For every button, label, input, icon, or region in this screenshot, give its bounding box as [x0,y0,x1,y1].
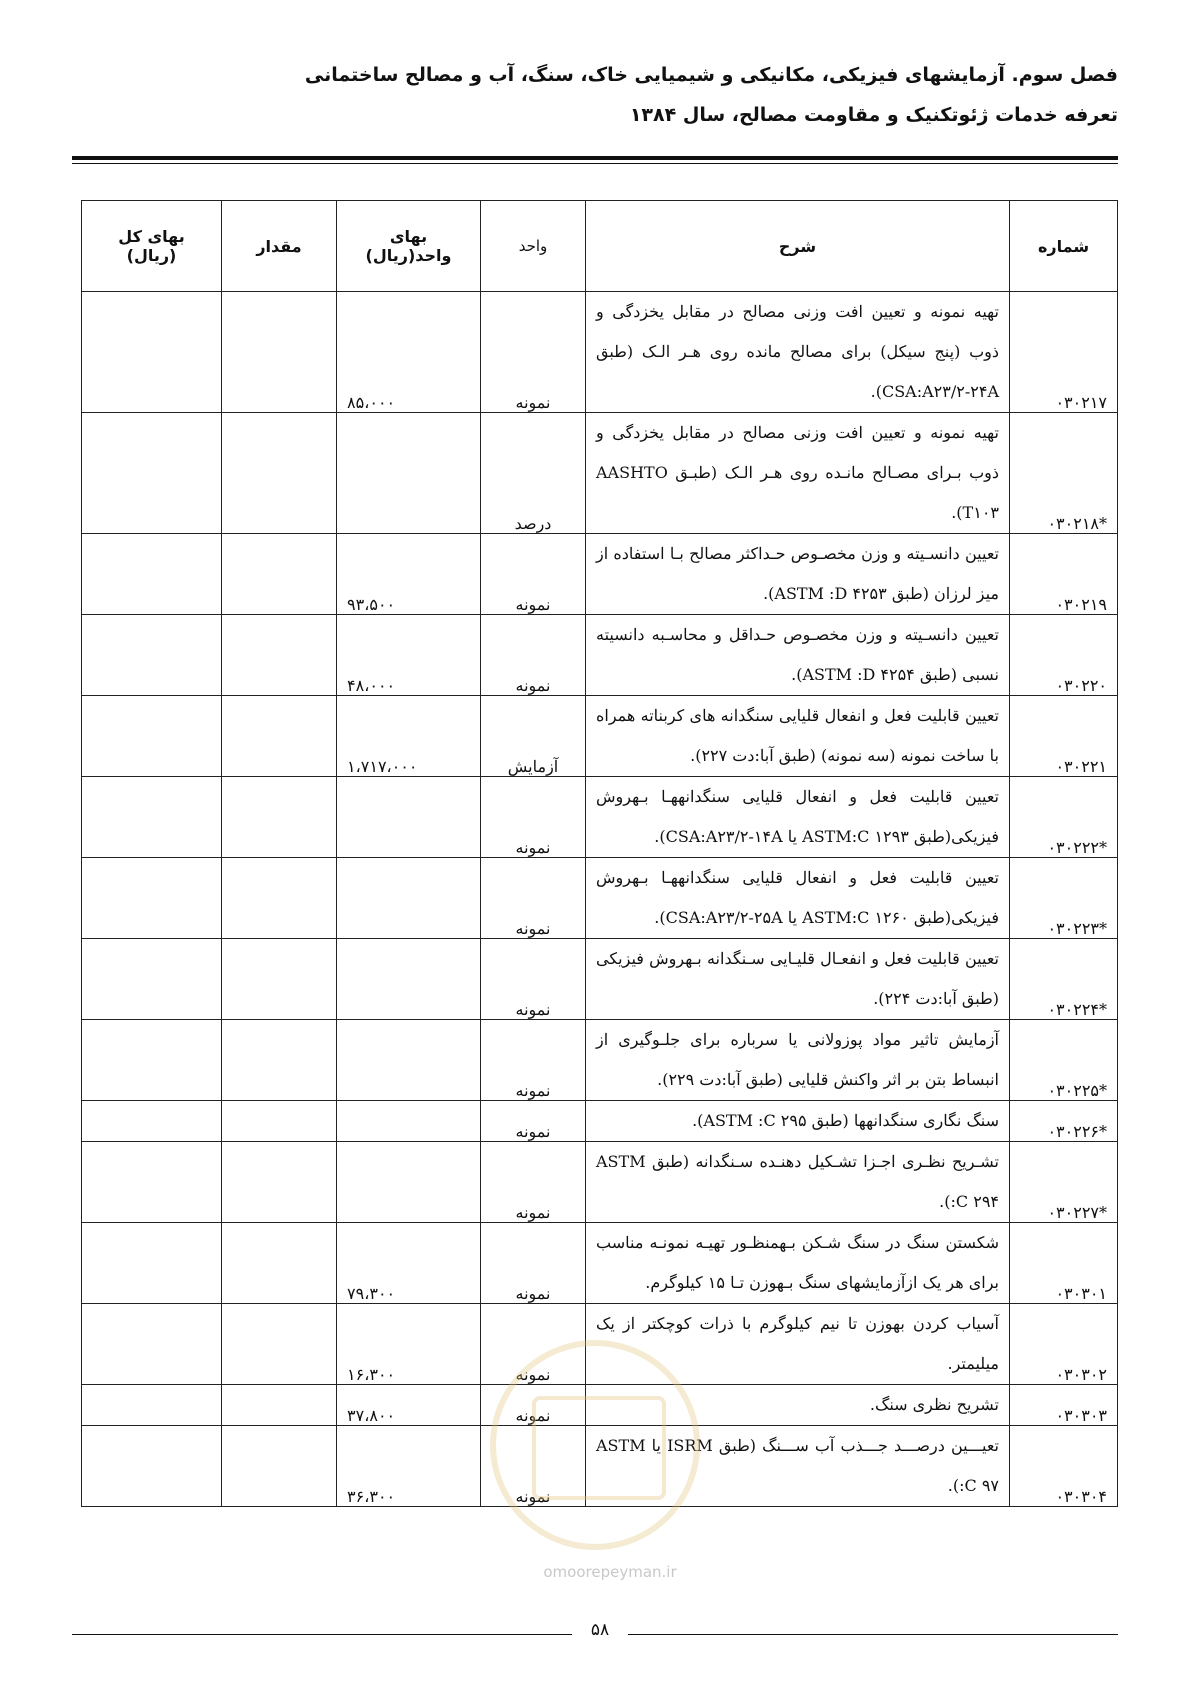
table-row [82,615,1118,696]
row-unit: درصد [481,413,586,534]
row-total-price [82,1223,222,1304]
row-description: تشریح نظری سنگ. [586,1385,1010,1426]
row-number: *۰۳۰۲۲۵ [1010,1020,1118,1101]
row-description: تهیه نمونه و تعیین افت وزنی مصالح در مقابل یخزدگی و ذوب بـرای مصـالح مانـده روی هـر الـک (طبـق AASHTO T۱۰۳). [586,413,1010,534]
footer-rule-left [72,1634,572,1635]
row-quantity [222,534,337,615]
header-unit-price: بهای واحد(ریال) [337,201,481,292]
row-number: ۰۳۰۳۰۳ [1010,1385,1118,1426]
table-row [82,1223,1118,1304]
row-total-price [82,292,222,413]
row-description: آزمایش تاثیر مواد پوزولانی یا سرباره برای جلـوگیری از انبساط بتن بر اثر واکنش قلیایی (طبق آبا:دت ۲۲۹). [586,1020,1010,1101]
row-quantity [222,615,337,696]
row-unit-price [337,939,481,1020]
row-unit-price: ۱۶،۳۰۰ [337,1304,481,1385]
row-description: تعیین دانسـیته و وزن مخصـوص حـداکثر مصالح بـا استفاده از میز لرزان (طبق ASTM :D ۴۲۵۳). [586,534,1010,615]
row-unit: نمونه [481,1385,586,1426]
row-total-price [82,777,222,858]
page-number: ۵۸ [590,1620,610,1640]
document-title: تعرفه خدمات ژئوتکنیک و مقاومت مصالح، سال ۱۳۸۴ [629,104,1118,126]
row-quantity [222,1304,337,1385]
row-description: تعیین قابلیت فعل و انفعال قلیایی سنگدانه های کربناته همراه با ساخت نمونه (سه نمونه) (طبق آبا:دت ۲۲۷). [586,696,1010,777]
row-quantity [222,1020,337,1101]
row-unit: نمونه [481,777,586,858]
row-number: *۰۳۰۲۲۷ [1010,1142,1118,1223]
row-quantity [222,696,337,777]
row-unit-price: ۳۷،۸۰۰ [337,1385,481,1426]
row-unit-price [337,1101,481,1142]
row-number: *۰۳۰۲۲۳ [1010,858,1118,939]
watermark-url: omoorepeyman.ir [543,1563,677,1581]
row-unit-price [337,413,481,534]
row-quantity [222,413,337,534]
table-row [82,1020,1118,1101]
row-number: ۰۳۰۲۱۷ [1010,292,1118,413]
header-quantity: مقدار [222,201,337,292]
table-header-row [82,201,1118,292]
row-description: تعیین قابلیت فعل و انفعال قلیایی سنگدانههـا بـهروش فیزیکی(طبق ASTM:C ۱۲۶۰ یا CSA:A۲۳/۲-۲۵A). [586,858,1010,939]
row-description: تهیه نمونه و تعیین افت وزنی مصالح در مقابل یخزدگی و ذوب (پنج سیکل) برای مصالح مانده روی هـر الـک (طبق CSA:A۲۳/۲-۲۴A). [586,292,1010,413]
row-unit: نمونه [481,1020,586,1101]
row-number: ۰۳۰۳۰۴ [1010,1426,1118,1507]
row-number: *۰۳۰۲۲۶ [1010,1101,1118,1142]
row-unit-price [337,777,481,858]
row-quantity [222,292,337,413]
row-total-price [82,1142,222,1223]
table-row [82,1101,1118,1142]
row-unit-price [337,1020,481,1101]
row-number: ۰۳۰۲۲۱ [1010,696,1118,777]
row-description: شکستن سنگ در سنگ شـکن بـهمنظـور تهیـه نمونـه مناسب برای هر یک ازآزمایشهای سنگ بـهوزن تـا ۱۵ کیلوگرم. [586,1223,1010,1304]
row-unit-price: ۸۵،۰۰۰ [337,292,481,413]
row-total-price [82,1304,222,1385]
row-total-price [82,615,222,696]
row-number: ۰۳۰۳۰۱ [1010,1223,1118,1304]
table-row [82,696,1118,777]
row-unit: نمونه [481,1223,586,1304]
row-unit-price: ۴۸،۰۰۰ [337,615,481,696]
row-quantity [222,1101,337,1142]
row-total-price [82,1101,222,1142]
row-quantity [222,939,337,1020]
table-row [82,777,1118,858]
row-number: *۰۳۰۲۱۸ [1010,413,1118,534]
header-rule-thick [72,156,1118,160]
row-number: ۰۳۰۲۱۹ [1010,534,1118,615]
row-total-price [82,534,222,615]
row-quantity [222,777,337,858]
row-unit-price: ۳۶،۳۰۰ [337,1426,481,1507]
row-total-price [82,858,222,939]
row-number: ۰۳۰۳۰۲ [1010,1304,1118,1385]
watermark-seal [490,1340,700,1550]
header-unit: واحد [481,201,586,292]
table-row [82,292,1118,413]
header-number: شماره [1010,201,1118,292]
row-unit-price [337,858,481,939]
table-row [82,534,1118,615]
row-unit: آزمایش [481,696,586,777]
row-unit: نمونه [481,1304,586,1385]
row-number: *۰۳۰۲۲۲ [1010,777,1118,858]
row-unit: نمونه [481,534,586,615]
row-unit: نمونه [481,939,586,1020]
row-total-price [82,939,222,1020]
row-quantity [222,1142,337,1223]
row-unit: نمونه [481,1101,586,1142]
row-description: تشـریح نظـری اجـزا تشـکیل دهنـده سـنگدانه (طبق ASTM :C ۲۹۴). [586,1142,1010,1223]
table-row [82,858,1118,939]
row-description: آسیاب کردن بهوزن تا نیم کیلوگرم با ذرات کوچکتر از یک میلیمتر. [586,1304,1010,1385]
chapter-title: فصل سوم. آزمایشهای فیزیکی، مکانیکی و شیمیایی خاک، سنگ، آب و مصالح ساختمانی [304,64,1118,86]
row-number: *۰۳۰۲۲۴ [1010,939,1118,1020]
row-unit-price: ۱،۷۱۷،۰۰۰ [337,696,481,777]
table-row [82,939,1118,1020]
row-total-price [82,1426,222,1507]
row-unit: نمونه [481,615,586,696]
row-description: تعیین قابلیت فعل و انفعال قلیایی سنگدانههـا بـهروش فیزیکی(طبق ASTM:C ۱۲۹۳ یا CSA:A۲۳/۲-۱۴A). [586,777,1010,858]
watermark-emblem [532,1396,666,1500]
row-unit-price [337,1142,481,1223]
header-description: شرح [586,201,1010,292]
footer-rule-right [628,1634,1118,1635]
row-unit: نمونه [481,858,586,939]
row-unit-price: ۷۹،۳۰۰ [337,1223,481,1304]
row-description: تعیین دانسـیته و وزن مخصـوص حـداقل و محاسـبه دانسیته نسبی (طبق ASTM :D ۴۲۵۴). [586,615,1010,696]
header-rule-thin [72,163,1118,164]
row-total-price [82,1020,222,1101]
tariff-table [81,200,1118,1507]
row-quantity [222,1426,337,1507]
row-unit: نمونه [481,1142,586,1223]
page-header [72,58,1118,132]
header-total-price: بهای کل (ریال) [82,201,222,292]
row-quantity [222,1223,337,1304]
table-row [82,413,1118,534]
table-row [82,1142,1118,1223]
row-unit-price: ۹۳،۵۰۰ [337,534,481,615]
row-quantity [222,858,337,939]
row-quantity [222,1385,337,1426]
row-unit: نمونه [481,1426,586,1507]
row-description: سنگ نگاری سنگدانهها (طبق ASTM :C ۲۹۵). [586,1101,1010,1142]
row-description: تعیـــین درصـــد جـــذب آب ســـنگ (طبق ISRM یا ASTM :C ۹۷). [586,1426,1010,1507]
row-description: تعیین قابلیت فعل و انفعـال قلیـایی سـنگدانه بـهروش فیزیکی (طبق آبا:دت ۲۲۴). [586,939,1010,1020]
row-unit: نمونه [481,292,586,413]
row-total-price [82,1385,222,1426]
row-total-price [82,413,222,534]
row-number: ۰۳۰۲۲۰ [1010,615,1118,696]
row-total-price [82,696,222,777]
